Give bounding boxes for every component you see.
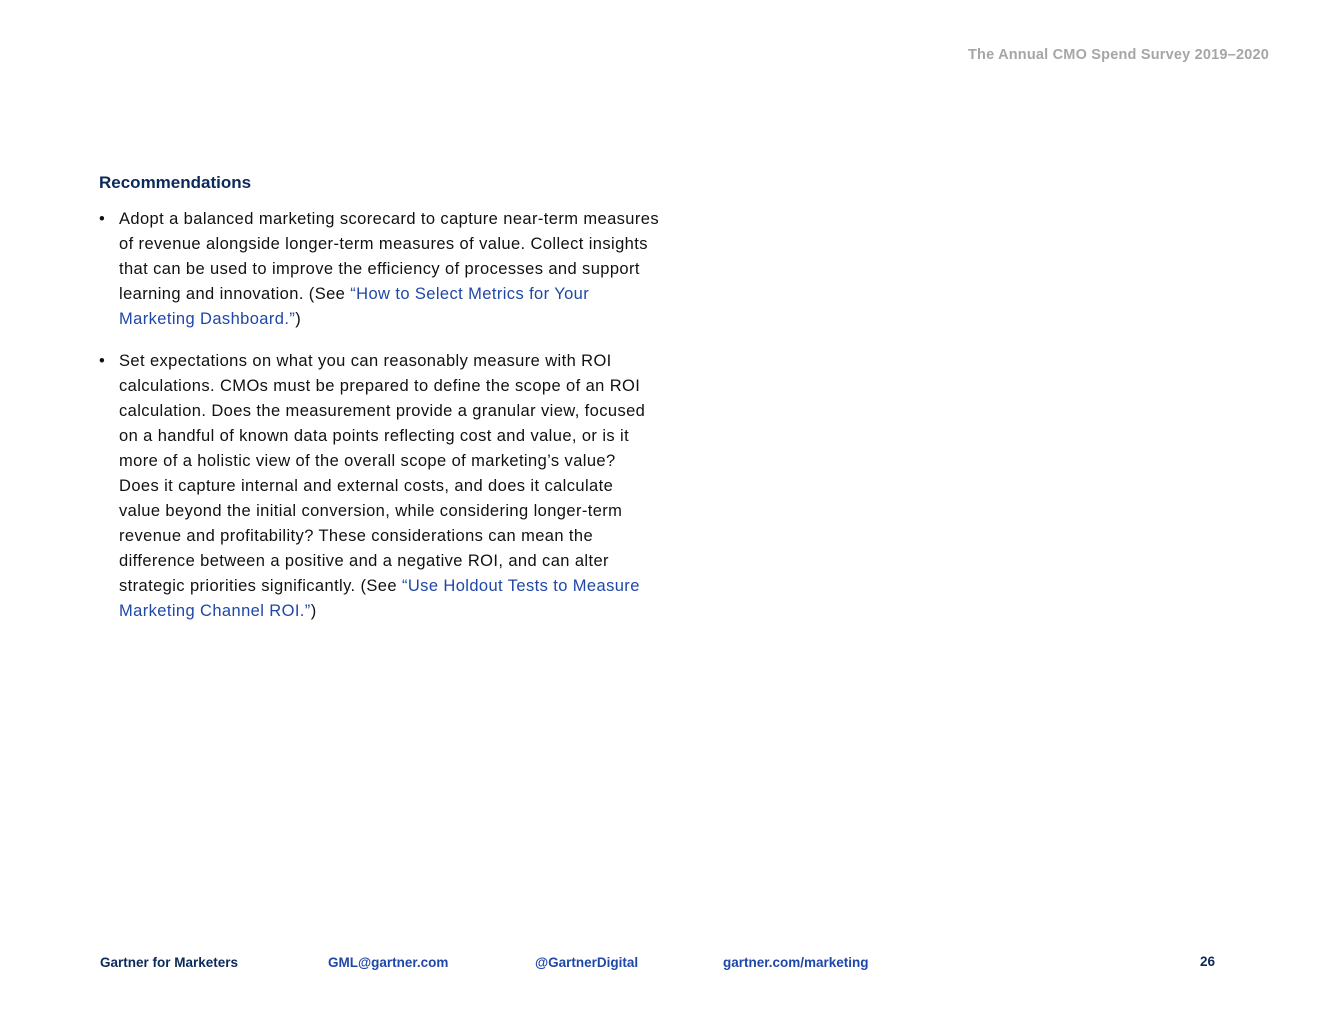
recommendation-text: Adopt a balanced marketing scorecard to capture near-term measures of revenue alongside longer-term measures of value. Collect insights that can be used to improve the efficiency of processes and support learning and innovation. (See bbox=[119, 210, 659, 303]
research-link[interactable]: “Use Holdout Tests to Measure Marketing Channel ROI.” bbox=[119, 577, 640, 620]
list-item bbox=[99, 207, 659, 332]
closing-paren: ) bbox=[310, 602, 317, 620]
footer-email-link[interactable]: GML@gartner.com bbox=[328, 955, 449, 970]
footer-social-link[interactable]: @GartnerDigital bbox=[535, 955, 639, 970]
page-number: 26 bbox=[1200, 954, 1216, 969]
running-header: The Annual CMO Spend Survey 2019–2020 bbox=[968, 47, 1269, 63]
recommendation-text: Set expectations on what you can reasonably measure with ROI calculations. CMOs must be prepared to define the scope of an ROI calculation. Does the measurement provide a granular view, focused on a handful of known data points reflecting cost and value, or is it more of a holistic view of the overall scope of marketing’s value? Does it capture internal and external costs, and does it calculate value beyond the initial conversion, while considering longer-term revenue and profitability? These considerations can mean the difference between a positive and a negative ROI, and can alter strategic priorities significantly. (See bbox=[119, 352, 646, 595]
footer bbox=[0, 955, 1320, 977]
research-link[interactable]: “How to Select Metrics for Your Marketing Dashboard.” bbox=[119, 285, 590, 328]
bullet-icon: • bbox=[99, 210, 106, 228]
footer-brand: Gartner for Marketers bbox=[100, 955, 239, 970]
recommendations-section bbox=[99, 171, 659, 641]
bullet-icon: • bbox=[99, 352, 106, 370]
list-item bbox=[99, 349, 659, 624]
closing-paren: ) bbox=[295, 310, 302, 328]
recommendation-list bbox=[99, 207, 659, 624]
section-heading: Recommendations bbox=[99, 173, 252, 192]
footer-website-link[interactable]: gartner.com/marketing bbox=[723, 955, 869, 970]
